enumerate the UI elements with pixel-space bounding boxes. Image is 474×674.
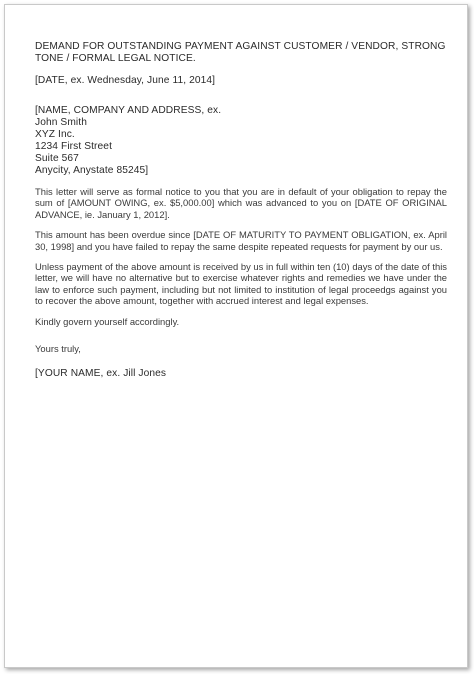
- letter-body: [35, 41, 447, 380]
- paragraph-legal-action: Unless payment of the above amount is received by us in full within ten (10) days of the date of this letter, we will have no alternative but to exercise whatever rights and remedies we have under the law to enforce such payment, including but not limited to institution of legal proceedgs against you to recover the above amount, together with accrued interest and legal expenses.: [35, 261, 447, 307]
- address-line: [NAME, COMPANY AND ADDRESS, ex.: [35, 105, 222, 116]
- address-line: John Smith: [35, 117, 87, 128]
- letter-date: [DATE, ex. Wednesday, June 11, 2014]: [35, 75, 216, 86]
- recipient-address: [35, 105, 447, 177]
- letter-title: DEMAND FOR OUTSTANDING PAYMENT AGAINST CUSTOMER / VENDOR, STRONG TONE / FORMAL LEGAL NOTICE.: [35, 41, 446, 64]
- paragraph-notice: This letter will serve as formal notice to you that you are in default of your obligation to repay the sum of [AMOUNT OWING, ex. $5,000.00] which was advanced to you on [DATE OF ORIGINAL ADVANCE, ie. January 1, 2012].: [35, 186, 447, 220]
- document-page: [4, 4, 468, 668]
- letter-closing: Yours truly,: [35, 343, 81, 355]
- address-line: XYZ Inc.: [35, 129, 75, 140]
- address-line: 1234 First Street: [35, 141, 113, 152]
- letter-signature: [YOUR NAME, ex. Jill Jones: [35, 368, 167, 380]
- address-line: Anycity, Anystate 85245]: [35, 165, 149, 176]
- address-line: Suite 567: [35, 153, 79, 164]
- paragraph-govern: Kindly govern yourself accordingly.: [35, 315, 180, 327]
- paragraph-overdue: This amount has been overdue since [DATE OF MATURITY TO PAYMENT OBLIGATION, ex. April 30, 1998] and you have failed to repay the same despite repeated requests for payment by our us.: [35, 229, 447, 252]
